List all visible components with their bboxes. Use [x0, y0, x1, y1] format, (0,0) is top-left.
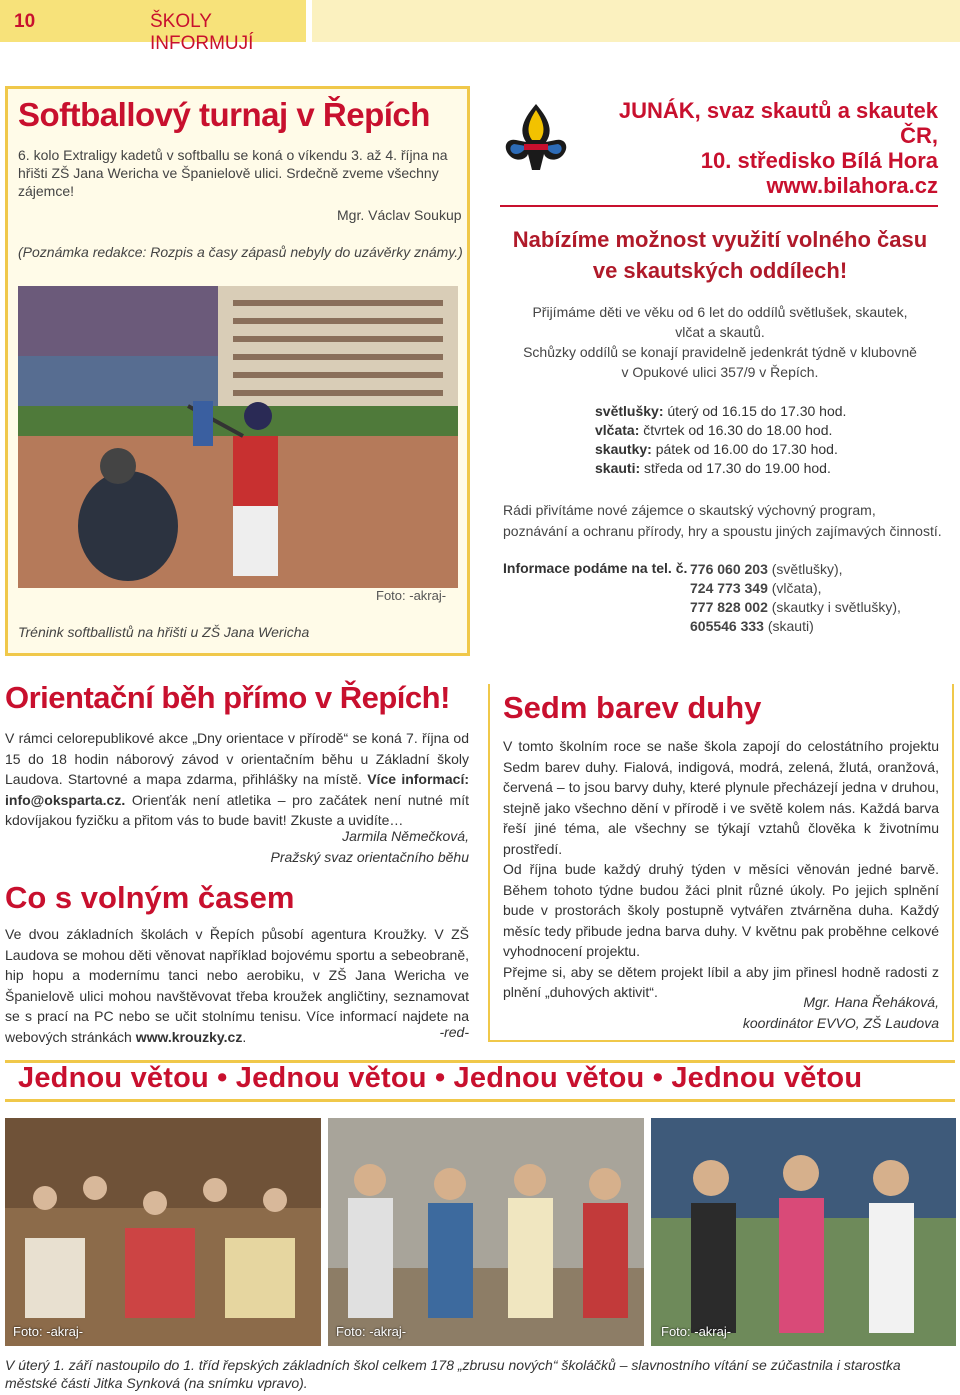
schedule-row	[595, 421, 846, 440]
softball-author: Mgr. Václav Soukup	[337, 207, 462, 223]
junak-paragraph-2	[500, 342, 940, 382]
phone-row	[690, 617, 901, 636]
photo-credit-1: Foto: -akraj-	[13, 1324, 84, 1339]
phone-note: (vlčata),	[767, 580, 822, 596]
schedule-row	[595, 440, 846, 459]
schedule-time: čtvrtek od 16.30 do 18.00 hod.	[639, 422, 833, 438]
sedm-sign-role: koordinátor EVVO, ZŠ Laudova	[742, 1014, 939, 1031]
photo-schoolchildren	[328, 1118, 644, 1346]
header-bar	[312, 0, 960, 42]
sedm-text	[503, 736, 939, 1003]
junak-p1-line1: Přijímáme děti ve věku od 6 let do oddílů světlušek, skautek,	[532, 304, 908, 320]
section-title: ŠKOLY INFORMUJÍ	[150, 11, 254, 54]
orient-signature	[5, 826, 469, 867]
phone-note: (světlušky),	[767, 561, 843, 577]
volny-title: Co s volným časem	[5, 880, 295, 915]
softball-photo-image	[18, 286, 458, 588]
softball-title: Softballový turnaj v Řepích	[18, 96, 430, 133]
orient-text: V rámci celorepublikové akce „Dny orientace v přírodě“ se koná 7. října od 15 do 18 hodin náborový závod v orientačním běhu u Základní školy Laudova. Startovné a mapa zdarma, přihlášky na místě. Více informací: info@oksparta.cz. Orienťák není atletika – pro začátek není nutné mít kdovíjakou fyzičku a přitom vás to bude bavit! Zkuste a uvidíte…	[5, 730, 469, 828]
sedm-signature	[503, 992, 939, 1033]
junak-offer-line1: Nabízíme možnost využití volného času	[512, 227, 928, 252]
photo-credit-2: Foto: -akraj-	[336, 1324, 407, 1339]
photo-welcome	[651, 1118, 956, 1346]
junak-info-label: Informace podáme na tel. č.	[503, 560, 688, 576]
junak-divider	[500, 205, 938, 207]
sedm-title: Sedm barev duhy	[503, 690, 762, 725]
junak-phones	[690, 560, 901, 636]
softball-photo-credit: Foto: -akraj-	[376, 588, 447, 603]
junak-p2-line1: Schůzky oddílů se konají pravidelně jedenkrát týdně v klubovně	[523, 344, 917, 360]
junak-p1-line2: vlčat a skautů.	[675, 324, 765, 340]
softball-caption: Trénink softballistů na hřišti u ZŠ Jana Wericha	[18, 624, 310, 640]
phone-note: (skauti)	[763, 618, 814, 634]
schedule-time: úterý od 16.15 do 17.30 hod.	[663, 403, 847, 419]
schedule-label: skautky:	[595, 441, 652, 457]
junak-paragraph-3: Rádi přivítáme nové zájemce o skautský výchovný program, poznávání a ochranu přírody, hry a spoustu jiných zajímavých činností.	[503, 502, 942, 539]
schedule-label: vlčata:	[595, 422, 640, 438]
phone-row	[690, 579, 901, 598]
scout-lily-logo	[500, 100, 572, 176]
phone-row	[690, 598, 901, 617]
softball-note: (Poznámka redakce: Rozpis a časy zápasů nebyly do uzávěrky známy.)	[18, 244, 463, 260]
softball-photo	[18, 286, 458, 588]
orient-sign-org: Pražský svaz orientačního běhu	[270, 848, 469, 865]
junak-heading-line2: 10. středisko Bílá Hora	[700, 148, 938, 173]
phone-number: 777 828 002	[690, 599, 768, 615]
photo-credit-3: Foto: -akraj-	[661, 1324, 732, 1339]
schedule-label: světlušky:	[595, 403, 664, 419]
sedm-paragraph: V tomto školním roce se naše škola zapojí do celostátního projektu Sedm barev duhy. Fialová, indigová, modrá, zelená, žlutá, oranžová, červená – to jsou barvy duhy, které plynule přecházejí jedna v druhou, stejně jako všechno dění v přírodě i ve světě kolem nás. Každá barva řeší jiné téma, ale všechny se týkají vztahů člověka k životnímu prostředí.	[503, 738, 939, 857]
banner-text: Jednou větou • Jednou větou • Jednou větou • Jednou větou	[18, 1062, 863, 1094]
sedm-sign-name: Mgr. Hana Řeháková,	[803, 994, 939, 1010]
phone-number: 776 060 203	[690, 561, 768, 577]
orient-info-link[interactable]: Více informací: info@oksparta.cz.	[5, 771, 469, 808]
orient-sign-name: Jarmila Němečková,	[342, 828, 469, 844]
bottom-caption: V úterý 1. září nastoupilo do 1. tříd řepských základních škol celkem 178 „zbrusu nových“ školáčků – slavnostního vítání se zúčastnila i starostka městské části Jitka Synková (na snímku vpravo).	[5, 1357, 901, 1391]
junak-offer-line2: ve skautských oddílech!	[592, 258, 848, 283]
phone-number: 724 773 349	[690, 580, 768, 596]
junak-paragraph-1	[500, 302, 940, 342]
schedule-row	[595, 402, 846, 421]
sedm-paragraph: Přejme si, aby se dětem projekt líbil a aby jim přinesl hodně radosti z plnění „duhových aktivit“.	[503, 963, 939, 1000]
page-number: 10	[14, 11, 36, 32]
junak-heading-line1: JUNÁK, svaz skautů a skautek ČR,	[618, 98, 938, 148]
volny-signature: -red-	[439, 1024, 469, 1040]
junak-website[interactable]: www.bilahora.cz	[766, 173, 938, 198]
schedule-time: pátek od 16.00 do 17.30 hod.	[651, 441, 838, 457]
volny-text: Ve dvou základních školách v Řepích působí agentura Kroužky. V ZŠ Laudova se mohou děti věnovat například bojovému sportu a sebeobraně, hip hopu a modernímu tanci nebo aerobiku, v ZŠ Jana Wericha ve Španielově ulici mohou navštěvovat třeba kroužek angličtiny, seznamovat se s prací na PC nebo se učit stolnímu tenisu. Více informací najdete na webových stránkách www.krouzky.cz.	[5, 926, 469, 1045]
phone-number: 605546 333	[690, 618, 764, 634]
junak-schedule	[595, 402, 846, 478]
phone-note: (skautky i světlušky),	[767, 599, 901, 615]
phone-row	[690, 560, 901, 579]
photo-classroom	[5, 1118, 321, 1346]
sedm-paragraph: Od října bude každý druhý týden v měsíci věnován jedné barvě. Během tohoto týdne budou žáci plnit různé úkoly. Po jejich splnění bude v prostorách školy postupně vytvářen ztvárněna duha. Každý měsíc tedy přibude jedna barva duhy. V květnu pak proběhne celkové vyhodnocení projektu.	[503, 861, 939, 959]
junak-p2-line2: v Opukové ulici 357/9 v Řepích.	[621, 364, 819, 380]
softball-text: 6. kolo Extraligy kadetů v softballu se koná o víkendu 3. až 4. října na hřišti ZŠ Jana Wericha ve Španielově ulici. Srdečně zveme všechny zájemce!	[18, 147, 448, 199]
junak-heading	[582, 98, 938, 198]
volny-link[interactable]: www.krouzky.cz	[135, 1028, 243, 1045]
orient-title: Orientační běh přímo v Řepích!	[5, 680, 450, 715]
schedule-time: středa od 17.30 do 19.00 hod.	[640, 460, 831, 476]
schedule-label: skauti:	[595, 460, 641, 476]
junak-offer	[500, 224, 940, 286]
schedule-row	[595, 459, 846, 478]
